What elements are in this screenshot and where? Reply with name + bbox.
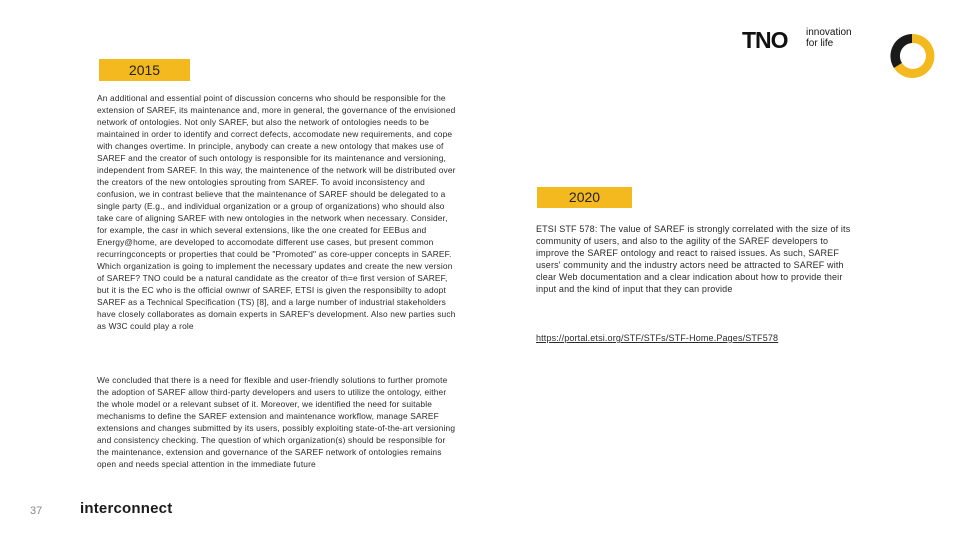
tno-logo	[742, 28, 864, 52]
page-number: 37	[30, 505, 43, 517]
stf578-link[interactable]: https://portal.etsi.org/STF/STFs/STF-Home.Pages/STF578	[536, 333, 779, 343]
left-paragraph-1: An additional and essential point of discussion concerns who should be responsible for the extension of SAREF, its maintenance and, more in general, the governance of the envisioned network of ontologies. Not only SAREF, but also the network of ontologies needs to be maintained in order to identify and correct defects, accomodate new requirements, and cope with changes overtime. In principle, anybody can create a new ontology that makes use of SAREF and the creator of such ontology is responsible for its maintenance and versioning, independent from SAREF. In this way, the maintenence of the network will be distributed over the creators of the new ontologies sprouting from SAREF. To avoid inconsistency and confusion, we in contrast believe that the maintenance of SAREF should be delegated to a single party (E.g., and individual organization or a group of organizations) who should also take care of aligning SAREF with new ontologies in the network when necessary. Consider, for example, the casr in which several extensions, like the one created for EEBus and Energy@home, are developed to accomodate different use cases, but present common recurringconcepts or properties that could be "Promoted" as core-upper concepts in SAREF. Which organization is going to implement the necessary updates and create the new version of SAREF? TNO could be a natural candidate as the creator of th=e first version of SAREF, but it is the EC who is the official ownwr of SAREF, ETSI is given the responsibilty to adopt SAREF as a Technical Specification (TS) [8], and a large number of industrial stakeholders have closely collaborates as domain experts in SAREF's development. Also new parties such as W3C could play a role	[97, 93, 456, 331]
tno-tagline-line2: for life	[806, 37, 834, 49]
right-paragraph: ETSI STF 578: The value of SAREF is strongly correlated with the size of its community of users, and also to the agility of the SAREF developers to improve the SAREF ontology and react to raised issues. As such, SAREF users' community and the industry actors need be attracted to SAREF with clear Web documentation and a clear indication about how to provide their input and the kind of input that they can provide	[536, 224, 851, 294]
tno-tagline-line1: innovation	[806, 27, 852, 38]
ring-dark-arc	[890, 34, 912, 68]
tno-wordmark: TNO	[742, 27, 788, 53]
interconnect-logo: interconnect	[80, 500, 173, 517]
year-badge-2015: 2015	[99, 59, 190, 81]
left-paragraph-2: We concluded that there is a need for flexible and user-friendly solutions to further promote the adoption of SAREF allow third-party developers and users to utilize the ontology, either the whole model or a relevant subset of it. Moreover, we identified the need for suitable mechanisms to define the SAREF extension and maintenance workflow, manage SAREF extensions and changes submitted by its users, possibly exploiting state-of-the-art versioning and consistency checking. The question of which organization(s) should be responsible for the maintenance, extension and governance of the SAREF network of ontologies remains open and needs special attention in the immediate future	[97, 375, 456, 469]
year-badge-2020: 2020	[537, 187, 632, 208]
ring-dot	[897, 41, 903, 47]
ring-logo-icon	[886, 30, 938, 82]
tno-tagline	[806, 28, 852, 49]
